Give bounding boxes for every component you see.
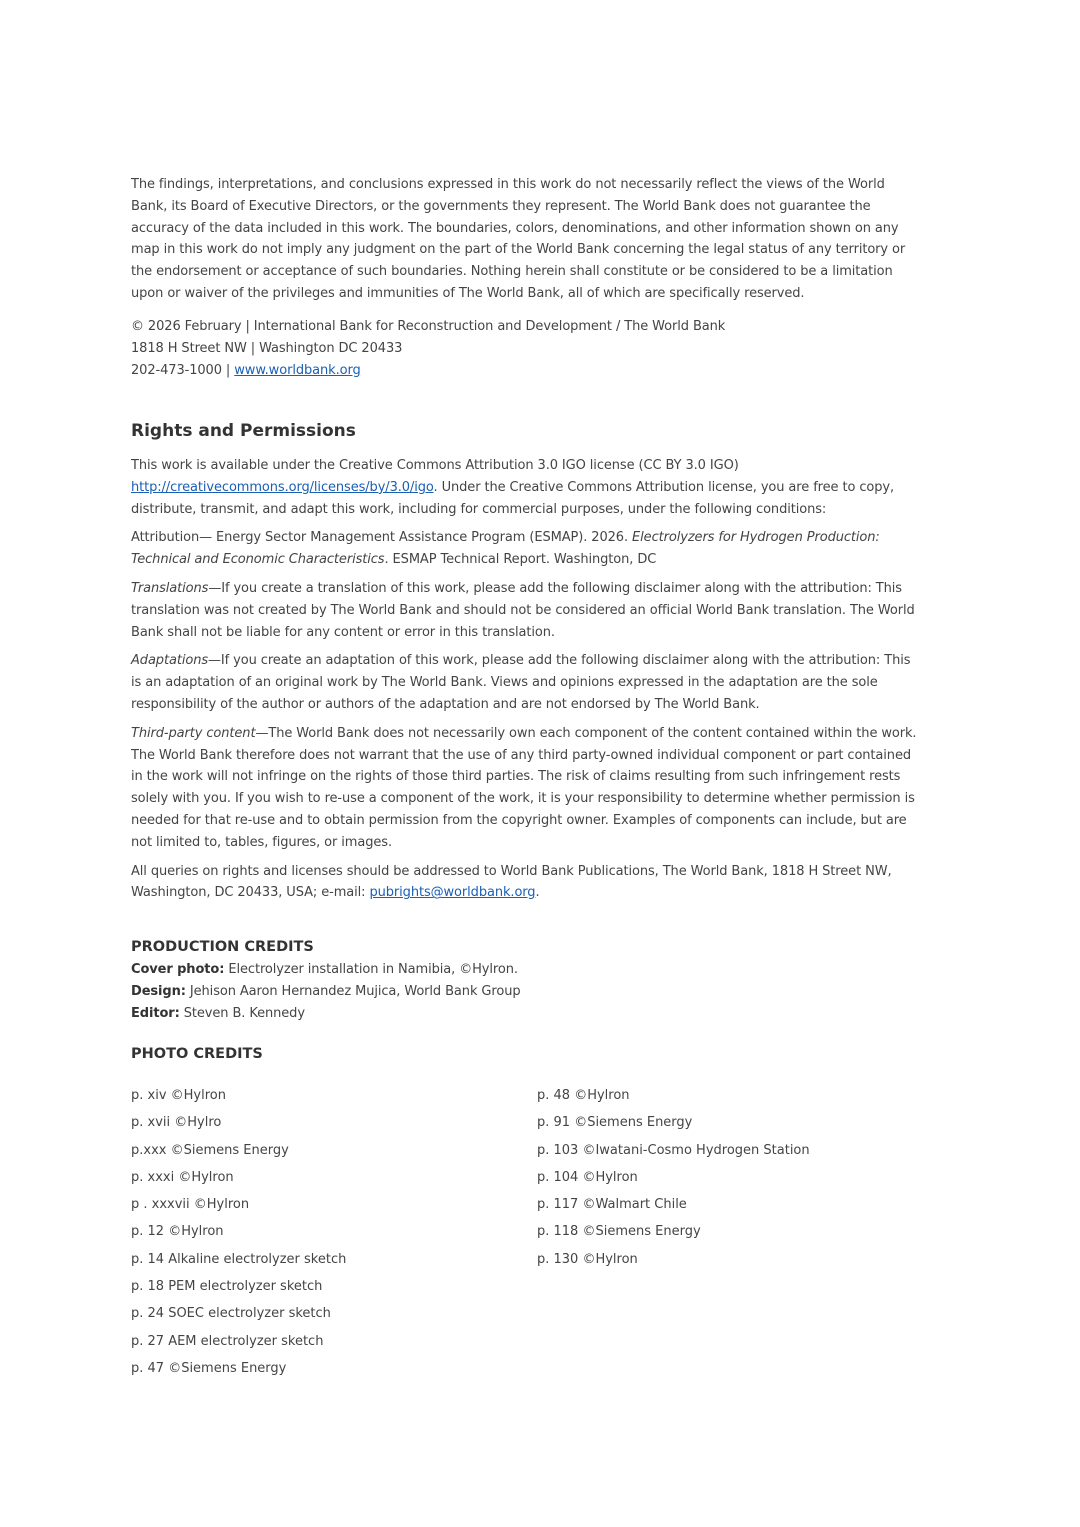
editor-credit <box>131 1003 921 1025</box>
photo-credits-heading: PHOTO CREDITS <box>131 1046 263 1062</box>
editor-value: Steven B. Kennedy <box>179 1005 305 1021</box>
photo-credit-item: p. 118 ©Siemens Energy <box>537 1224 701 1240</box>
phone: 202-473-1000 | <box>131 362 235 378</box>
design-credit <box>131 981 921 1003</box>
website-link[interactable]: www.worldbank.org <box>234 362 361 378</box>
photo-credit-item: p. xvii ©Hylro <box>131 1115 222 1131</box>
translations-text: —If you create a translation of this work, please add the following disclaimer along with the attribution: This translation was not created by The World Bank and should not be considered an official World Bank translation. The World Bank shall not be liable for any content or error in this translation. <box>131 580 915 640</box>
translations-label: Translations <box>131 580 209 596</box>
rights-block <box>131 455 921 904</box>
copyright-block <box>131 316 921 381</box>
cover-value: Electrolyzer installation in Namibia, ©Hylron. <box>224 962 518 977</box>
rights-heading: Rights and Permissions <box>131 421 356 441</box>
design-label: Design: <box>131 983 186 999</box>
translations-paragraph <box>131 578 921 643</box>
license-text-post: . Under the Creative Commons Attribution license, you are free to copy, distribute, transmit, and adapt this work, including for commercial purposes, under the following conditions: <box>131 479 895 517</box>
production-credits-heading: PRODUCTION CREDITS <box>131 939 314 955</box>
thirdparty-label: Third-party content <box>131 725 256 741</box>
adaptations-text: —If you create an adaptation of this work, please add the following disclaimer along with the attribution: This is an adaptation of an original work by The World Bank. Views and opinions expressed in the adaptation are the sole responsibility of the author or authors of the adaptation and are not endorsed by The World Bank. <box>131 653 911 712</box>
cover-credit <box>131 959 921 981</box>
design-value: Jehison Aaron Hernandez Mujica, World Bank Group <box>185 983 521 999</box>
photo-credits-left <box>131 1082 346 1382</box>
editor-label: Editor: <box>131 1005 180 1021</box>
photo-credit-item: p. 130 ©Hylron <box>537 1251 638 1267</box>
photo-credit-item: p. 24 SOEC electrolyzer sketch <box>131 1306 331 1322</box>
attribution-paragraph <box>131 527 921 571</box>
license-paragraph <box>131 455 921 520</box>
photo-credit-item: p. 47 ©Siemens Energy <box>131 1360 287 1376</box>
cover-label: Cover photo: <box>131 962 225 977</box>
photo-credit-item: p. 104 ©Hylron <box>537 1169 638 1185</box>
thirdparty-paragraph <box>131 723 921 854</box>
contact-line <box>131 360 921 382</box>
photo-credit-item: p. 117 ©Walmart Chile <box>537 1197 687 1213</box>
photo-credit-item: p. 18 PEM electrolyzer sketch <box>131 1279 323 1295</box>
queries-text-post: . <box>535 885 540 901</box>
queries-paragraph <box>131 861 921 905</box>
photo-credit-item: p. 103 ©Iwatani-Cosmo Hydrogen Station <box>537 1142 810 1158</box>
adaptations-paragraph <box>131 650 921 715</box>
disclaimer <box>131 174 921 305</box>
address-line: 1818 H Street NW | Washington DC 20433 <box>131 340 403 356</box>
photo-credit-item: p. 27 AEM electrolyzer sketch <box>131 1333 324 1349</box>
attribution-text-post: . ESMAP Technical Report. Washington, DC <box>384 552 657 568</box>
photo-credit-item: p. xxxi ©Hylron <box>131 1169 234 1185</box>
report-title: Electrolyzers for Hydrogen Production: Technical and Economic Characteristics <box>131 530 880 568</box>
thirdparty-text: —The World Bank does not necessarily own each component of the content contained within the work. The World Bank therefore does not warrant that the use of any third party-owned individual component or part contained in the work will not infringe on the rights of those third parties. The risk of claims resulting from such infringement rests solely with you. If you wish to re-use a component of the work, it is your responsibility to determine whether permission is needed for that re-use and to obtain permission from the copyright owner. Examples of components can include, but are not limited to, tables, figures, or images. <box>131 725 917 850</box>
photo-credits-right <box>537 1082 810 1273</box>
photo-credit-item: p.xxx ©Siemens Energy <box>131 1142 289 1158</box>
photo-credit-item: p. 48 ©Hylron <box>537 1088 630 1103</box>
copyright-line: © 2026 February | International Bank for Reconstruction and Development / The World Bank <box>131 319 726 334</box>
disclaimer-text: The findings, interpretations, and conclusions expressed in this work do not necessarily reflect the views of the World Bank, its Board of Executive Directors, or the governments they represent. The World Bank does not guarantee the accuracy of the data included in this work. The boundaries, colors, denominations, and other information shown on any map in this work do not imply any judgment on the part of the World Bank concerning the legal status of any territory or the endorsement or acceptance of such boundaries. Nothing herein shall constitute or be considered to be a limitation upon or waiver of the privileges and immunities of The World Bank, all of which are specifically reserved. <box>131 177 906 301</box>
photo-credit-item: p. 14 Alkaline electrolyzer sketch <box>131 1251 347 1267</box>
photo-credit-item: p. 12 ©Hylron <box>131 1224 224 1240</box>
queries-text: All queries on rights and licenses should be addressed to World Bank Publications, The World Bank, 1818 H Street NW, Washington, DC 20433, USA; e-mail: <box>131 863 892 901</box>
production-credits <box>131 959 921 1024</box>
email-link[interactable]: pubrights@worldbank.org <box>369 885 536 901</box>
photo-credit-item: p. xiv ©Hylron <box>131 1088 226 1103</box>
adaptations-label: Adaptations <box>131 653 209 669</box>
license-text: This work is available under the Creative Commons Attribution 3.0 IGO license (CC BY 3.0 IGO) <box>131 458 739 473</box>
attribution-text: Attribution— Energy Sector Management Assistance Program (ESMAP). 2026. <box>131 530 633 546</box>
license-link[interactable]: http://creativecommons.org/licenses/by/3.0/igo <box>131 479 434 495</box>
photo-credit-item: p. 91 ©Siemens Energy <box>537 1115 693 1131</box>
photo-credit-item: p . xxxvii ©Hylron <box>131 1197 250 1213</box>
